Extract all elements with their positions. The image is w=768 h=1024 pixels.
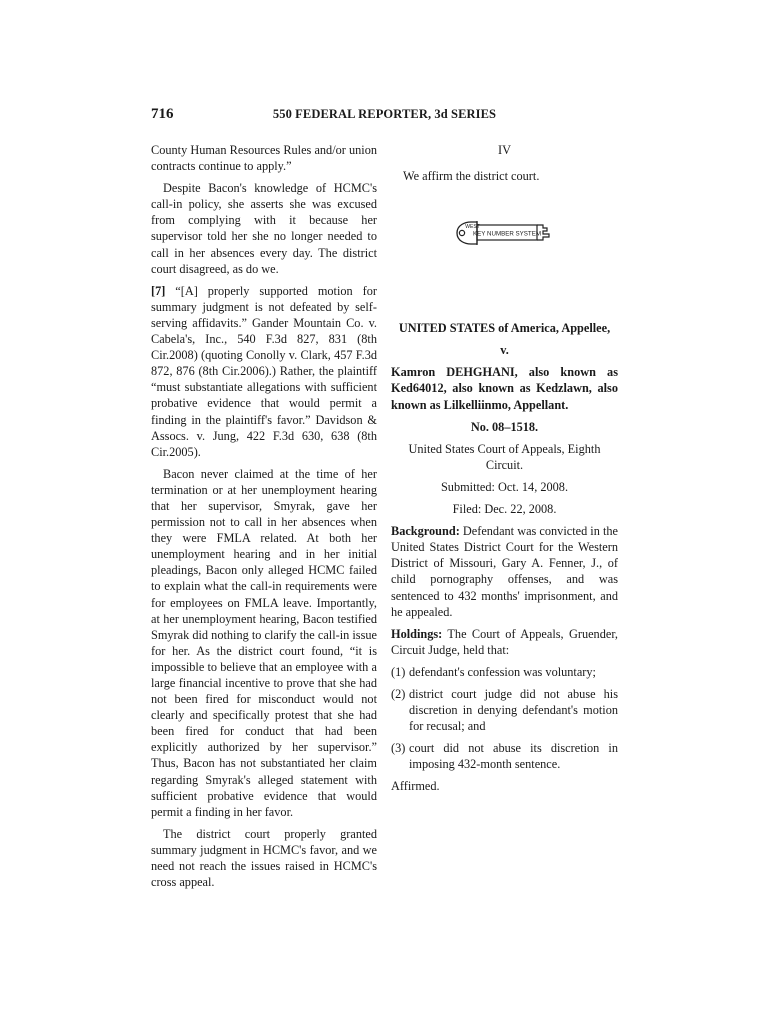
section-heading: IV	[498, 143, 511, 157]
paragraph: Bacon never claimed at the time of her termination or at her unemployment hearing that her supervisor, Smyrak, gave her permission not to call in her absences when they were FMLA related. At both her unemployment hearing and in her initial pleadings, Bacon only alleged HCMC failed to explain what the call-in requirements were for employees on FMLA leave. Importantly, at her unemployment hearing, Bacon testified Smyrak did nothing to clarify the call-in issue for her. As the district court found, “it is impossible to believe that an employee with a large financial incentive to prove that she had not been fired for misconduct would not clearly and specifically protest that she had been fired for conduct that had been explicitly authorized by her supervisor.” Thus, Bacon has not substantiated her claim regarding Smyrak's alleged statement with sufficient probative evidence that would permit a finding in her favor.	[151, 466, 377, 819]
logo-text: KEY NUMBER SYSTEM	[472, 230, 541, 238]
page-number: 716	[151, 106, 174, 122]
docket-number: No. 08–1518.	[470, 419, 539, 434]
holding-text: district court judge did not abuse his discretion in denying defendant's motion for recusal; and	[409, 686, 618, 734]
party-appellant: Kamron DEHGHANI, also known as Ked64012, also known as Kedzlawn, also known as Lilkelliinmo, Appellant.	[391, 365, 618, 412]
page-header	[151, 106, 618, 126]
submitted-date: Submitted: Oct. 14, 2008.	[440, 479, 569, 494]
holding-number: (2)	[391, 686, 406, 701]
court-name: United States Court of Appeals, Eighth Circuit.	[408, 441, 601, 472]
holdings-paragraph	[391, 626, 618, 658]
versus: v.	[500, 343, 509, 358]
background-text: Defendant was convicted in the United States District Court for the Western District of Missouri, Gary A. Fenner, J., of child pornography offenses, and was sentenced to 432 months' imprisonment, and he appealed.	[391, 524, 618, 619]
holdings-label: Holdings:	[391, 626, 443, 641]
right-column	[391, 142, 618, 801]
filed-date: Filed: Dec. 22, 2008.	[452, 502, 557, 517]
paragraph: County Human Resources Rules and/or union contracts continue to apply.”	[151, 143, 377, 174]
paragraph: Despite Bacon's knowledge of HCMC's call-in policy, she asserts she was excused from complying with it because her supervisor told her she no longer needed to call in her absences every day. The district court disagreed, as do we.	[151, 181, 377, 276]
keynote-marker: [7]	[151, 283, 166, 298]
background-paragraph	[391, 523, 618, 620]
left-column	[151, 142, 377, 896]
holding-item	[391, 686, 618, 734]
result: Affirmed.	[391, 779, 440, 794]
key-icon	[453, 218, 557, 248]
holding-number: (3)	[391, 741, 406, 756]
background-label: Background:	[391, 524, 460, 539]
holding-text: defendant's confession was voluntary;	[409, 664, 596, 679]
holding-item	[391, 664, 618, 680]
paragraph-text: “[A] properly supported motion for summary judgment is not defeated by self-serving affidavits.” Gander Mountain Co. v. Cabela's, Inc., 540 F.3d 827, 831 (8th Cir.2008) (quoting Conolly v. Clark, 457 F.3d 872, 876 (8th Cir.2006).) Rather, the plaintiff “must substantiate allegations with sufficient probative evidence that would permit a finding in the plaintiff's favor.” Davidson & Assocs. v. Jung, 422 F.3d 630, 638 (8th Cir.2005).	[151, 283, 377, 459]
affirm-statement: We affirm the district court.	[403, 169, 540, 184]
party-appellee: UNITED STATES of America, Appellee,	[398, 321, 611, 336]
holdings-text: The Court of Appeals, Gruender, Circuit Judge, held that:	[391, 626, 618, 657]
paragraph-headnote-7	[151, 283, 377, 460]
key-number-logo	[391, 218, 618, 248]
running-head: 550 FEDERAL REPORTER, 3d SERIES	[272, 107, 497, 121]
holding-text: court did not abuse its discretion in imposing 432-month sentence.	[409, 741, 618, 772]
logo-letter: WEST	[464, 224, 480, 231]
holding-item	[391, 740, 618, 772]
holding-number: (1)	[391, 664, 406, 679]
paragraph: The district court properly granted summary judgment in HCMC's favor, and we need not reach the issues raised in HCMC's cross appeal.	[151, 826, 377, 890]
